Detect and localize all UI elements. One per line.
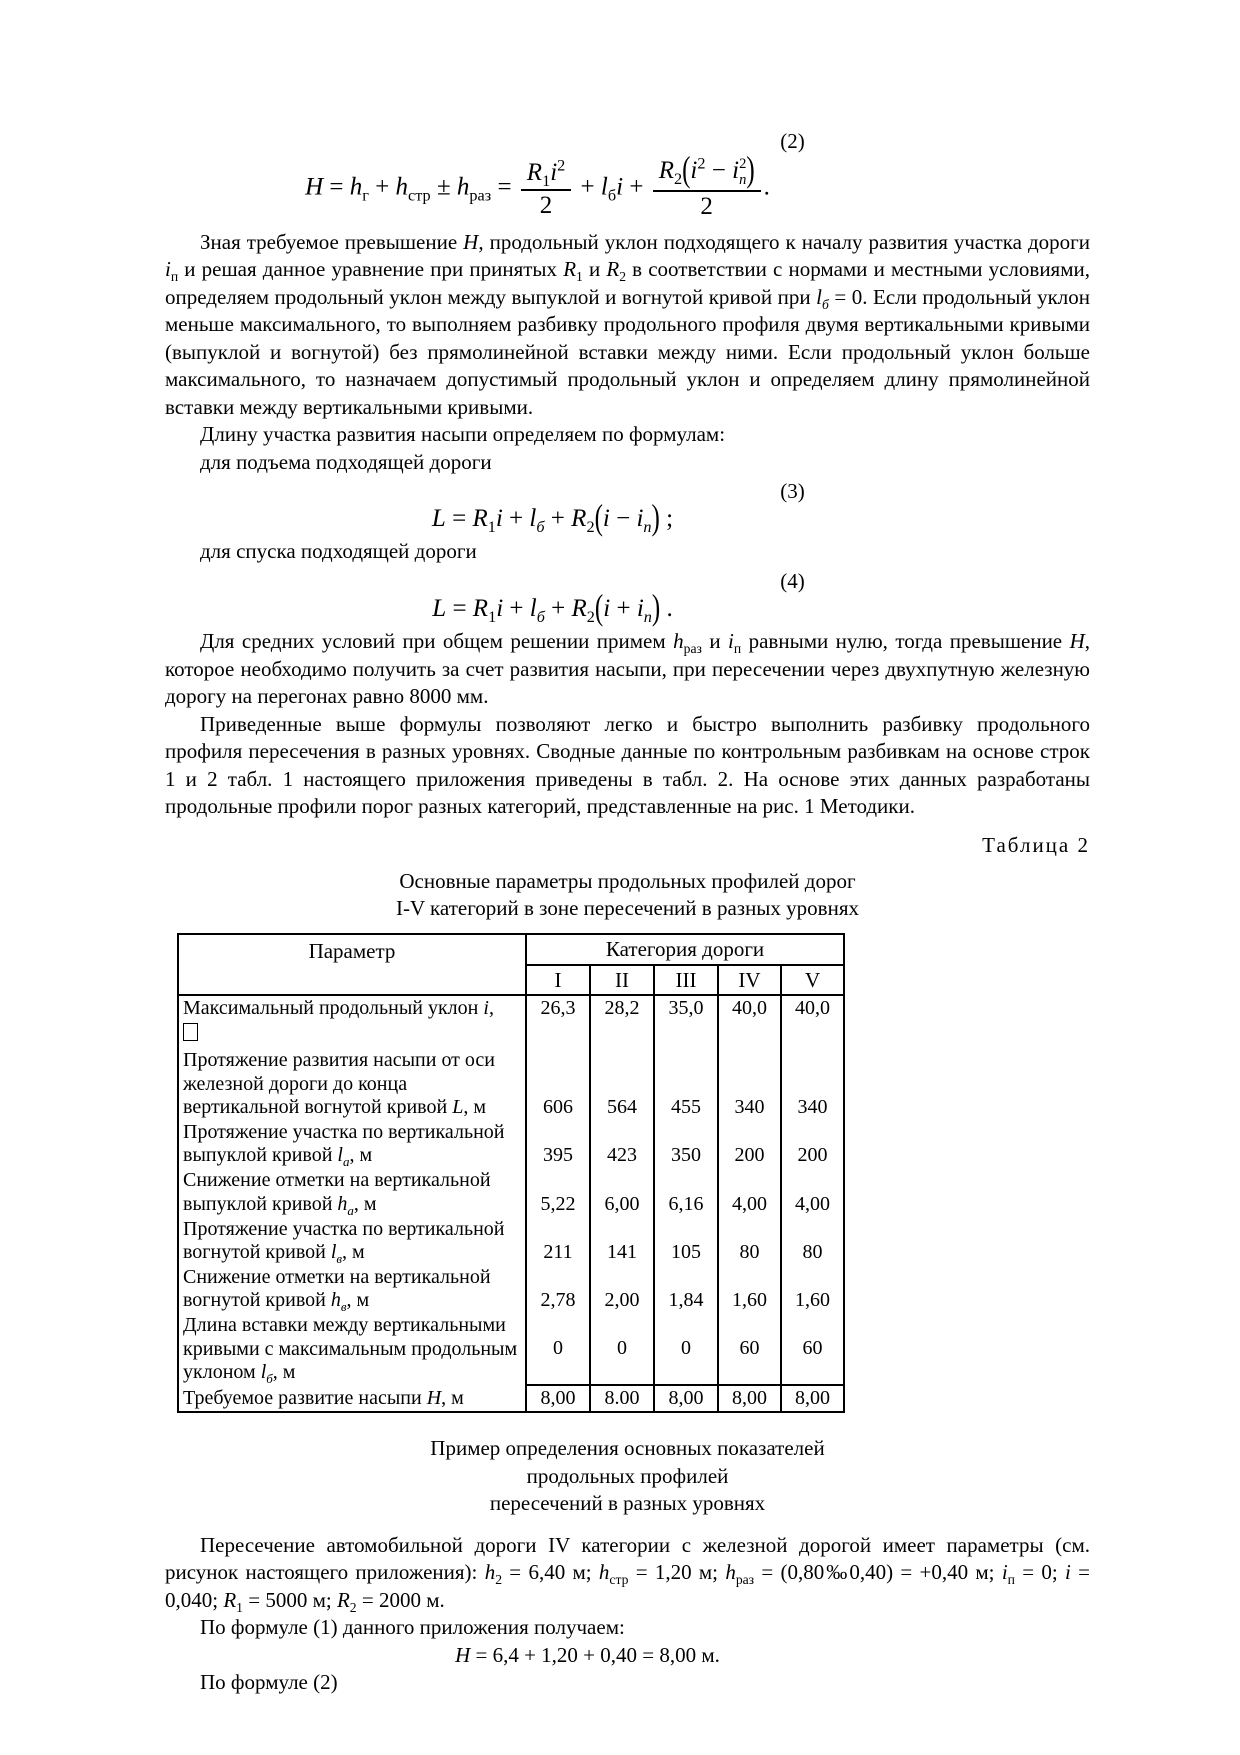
param-cell: Требуемое развитие насыпи H, м [178,1385,526,1412]
header-cat-1: I [526,965,590,995]
param-cell: Снижение отметки на вертикальной вогнутой кривой $h_в$, м [178,1265,526,1313]
table-row [178,995,844,1048]
value-cell: 455 [654,1048,718,1120]
value-cell: 8,00 [718,1385,781,1412]
table-header-row [178,934,844,964]
close-paren: ) [651,499,660,539]
param-cell: Протяжение участка по вертикальной вогнутой кривой $l_в$, м [178,1217,526,1265]
table-row [178,1048,844,1120]
paragraph-example: Пересечение автомобильной дороги IV категории с железной дорогой имеет параметры (см. рисунок настоящего приложения): $h_2 = 6,40$ м; $h_{стр} = 1,20$ м; $h_{раз}$ = (0,80‰0,40) = +0,40 м; $i_п = 0$; i = 0,040; $R_1 = 5000$ м; $R_2 = 2000$ м. [165,1532,1091,1615]
table-title-line1: Основные параметры продольных профилей дорог [399,868,856,893]
value-cell: 6,00 [590,1168,654,1216]
value-cell: 80 [718,1217,781,1265]
value-cell: 564 [590,1048,654,1120]
header-cat-3: III [654,965,718,995]
value-cell: 35,0 [654,995,718,1048]
table-row [178,1217,844,1265]
param-cell: Длина вставки между вертикальными кривыми с максимальным продольным уклоном $l_б$, м [178,1313,526,1385]
example-title-line1: Пример определения основных показателей [430,1436,825,1461]
line-rise: для подъема подходящей дороги [200,449,492,474]
line-by-formula-1: По формуле (1) данного приложения получаем: [200,1615,625,1640]
param-cell: Протяжение участка по вертикальной выпуклой кривой $l_а$, м [178,1120,526,1168]
value-cell: 40,0 [781,995,844,1048]
value-cell: 60 [781,1313,844,1385]
missing-permille-glyph [183,1023,198,1041]
close-paren: ) [746,150,755,191]
header-category-group: Категория дороги [526,934,844,964]
table-row [178,1313,844,1385]
value-cell: 80 [781,1217,844,1265]
line-by-formula-2: По формуле (2) [200,1670,338,1695]
value-cell: 2,78 [526,1265,590,1313]
value-cell: 4,00 [718,1168,781,1216]
table-row [178,1385,844,1412]
line-fall: для спуска подходящей дороги [200,539,477,564]
value-cell: 1,60 [718,1265,781,1313]
fraction-2: $R_2(i^2 - i$ 2 n ) 2 [653,157,761,220]
fraction-1: $\frac{R_1i^2}{2}$ [521,159,571,220]
param-cell: Максимальный продольный уклон i, [178,995,526,1048]
value-cell: 105 [654,1217,718,1265]
table-row [178,1265,844,1313]
parameters-table [177,933,845,1413]
value-cell: 5,22 [526,1168,590,1216]
value-cell: 2,00 [590,1265,654,1313]
value-cell: 6,16 [654,1168,718,1216]
value-cell: 8,00 [781,1385,844,1412]
open-paren: ( [682,150,691,191]
header-cat-4: IV [718,965,781,995]
open-paren: ( [594,499,603,539]
header-param: Параметр [178,934,526,995]
value-cell: 60 [718,1313,781,1385]
example-title-line2: продольных профилей [526,1463,729,1488]
value-cell: 200 [718,1120,781,1168]
table-row [178,1120,844,1168]
value-cell: 141 [590,1217,654,1265]
value-cell: 211 [526,1217,590,1265]
value-cell: 0 [590,1313,654,1385]
value-cell: 26,3 [526,995,590,1048]
header-cat-5: V [781,965,844,995]
value-cell: 350 [654,1120,718,1168]
value-cell: 8,00 [526,1385,590,1412]
table-row [178,1168,844,1216]
value-cell: 40,0 [718,995,781,1048]
value-cell: 0 [654,1313,718,1385]
formula-4: $L = R_1i + l_б + R_2(i + i_n)$ . [432,588,673,629]
paragraph-summary: Приведенные выше формулы позволяют легко и быстро выполнить разбивку продольного профиля пересечения в разных уровнях. Сводные данные по контрольным разбивкам на основе строк 1 и 2 табл. 1 настоящего приложения приведены в табл. 2. На основе этих данных разработаны продольные профили порог разных категорий, представленные на рис. 1 Методики. [165,711,1090,819]
example-title-line3: пересечений в разных уровнях [489,1491,766,1516]
value-cell: 606 [526,1048,590,1120]
result-equation: H = 6,4 + 1,20 + 0,40 = 8,00 м. [455,1642,720,1667]
table-caption: Таблица 2 [982,832,1090,857]
formula-3: $L = R_1i + l_б + R_2(i - i_n)$ ; [431,499,674,539]
formula-2-number: (2) [780,129,805,153]
param-cell: Протяжение развития насыпи от оси железной дороги до конца вертикальной вогнутой кривой L, м [178,1048,526,1120]
param-cell: Снижение отметки на вертикальной выпуклой кривой $h_а$, м [178,1168,526,1216]
paragraph-average-conditions: Для средних условий при общем решении примем $h_{раз}$ и $i_п$ равными нулю, тогда превышение H, которое необходимо получить за счет развития насыпи, при пересечении через двухпутную железную дорогу на перегонах равно 8000 мм. [165,629,1090,709]
line-formulas-intro: Длину участка развития насыпи определяем по формулам: [200,422,726,447]
value-cell: 423 [590,1120,654,1168]
value-cell: 4,00 [781,1168,844,1216]
table-title-line2: I-V категорий в зоне пересечений в разных уровнях [396,896,859,921]
header-cat-2: II [590,965,654,995]
value-cell: 395 [526,1120,590,1168]
value-cell: 200 [781,1120,844,1168]
formula-2: $H = h_г + h_{стр} \pm h_{раз}$ = $\frac{R_1i^2}{2}$ + $l_бi$ + $R_2(i^2 - i$ 2 n ) 2 . [305,150,770,220]
value-cell: 8.00 [590,1385,654,1412]
value-cell: 340 [718,1048,781,1120]
open-paren: ( [594,588,604,629]
value-cell: 28,2 [590,995,654,1048]
value-cell: 340 [781,1048,844,1120]
value-cell: 0 [526,1313,590,1385]
paragraph-intro: Зная требуемое превышение H, продольный уклон подходящего к началу развития участка дороги $i_п$ и решая данное уравнение при принятых $R_1$ и $R_2$ в соответствии с нормами и местными условиями, определяем продольный уклон между выпуклой и вогнутой кривой при $l_б = 0$. Если продольный уклон меньше максимального, то выполняем разбивку продольного профиля двумя вертикальными кривыми (выпуклой и вогнутой) без прямолинейной вставки между ними. Если продольный уклон больше максимального, то назначаем допустимый продольный уклон и определяем длину прямолинейной вставки между вертикальными кривыми. [165,229,1090,419]
value-cell: 1,84 [654,1265,718,1313]
value-cell: 8,00 [654,1385,718,1412]
close-paren: ) [651,588,661,629]
formula-4-number: (4) [780,568,805,593]
value-cell: 1,60 [781,1265,844,1313]
formula-3-number: (3) [780,479,805,504]
